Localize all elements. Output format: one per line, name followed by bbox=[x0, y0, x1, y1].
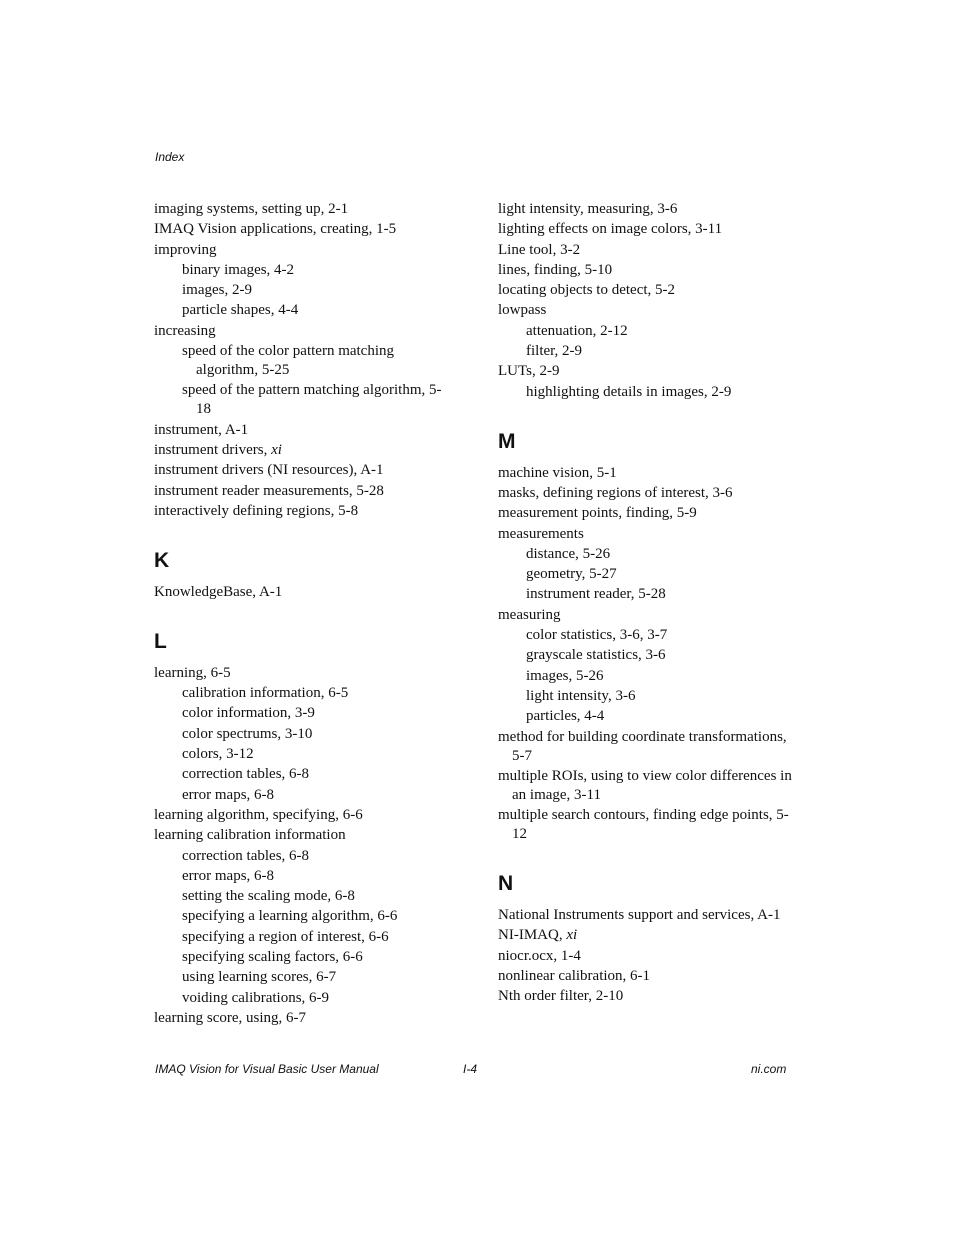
entry-text: grayscale statistics, 3-6 bbox=[526, 647, 666, 664]
section-letter: K bbox=[154, 548, 170, 572]
index-subentry bbox=[182, 725, 454, 744]
entry-text: instrument drivers, bbox=[154, 441, 272, 458]
entry-text: specifying a region of interest, 6-6 bbox=[182, 928, 389, 945]
entry-text: error maps, 6-8 bbox=[182, 786, 275, 803]
entry-text: particles, 4-4 bbox=[526, 708, 605, 725]
entry-text: specifying a learning algorithm, 6-6 bbox=[182, 908, 398, 925]
index-entry bbox=[154, 200, 454, 219]
entry-text: measurement points, finding, 5-9 bbox=[498, 505, 697, 522]
index-entry bbox=[154, 502, 454, 521]
entry-text: Line tool, 3-2 bbox=[498, 241, 581, 258]
entry-text: light intensity, measuring, 3-6 bbox=[498, 201, 678, 217]
running-head: Index bbox=[155, 150, 185, 164]
section-letter: L bbox=[154, 629, 167, 653]
entry-text: IMAQ Vision applications, creating, 1-5 bbox=[154, 221, 397, 238]
index-subentry bbox=[526, 545, 798, 564]
index-subentry bbox=[182, 704, 454, 723]
index-subentry bbox=[526, 646, 798, 665]
entry-text: lighting effects on image colors, 3-11 bbox=[498, 221, 723, 238]
entry-text: distance, 5-26 bbox=[526, 545, 611, 562]
index-entry bbox=[154, 664, 454, 683]
index-subentry bbox=[182, 887, 454, 906]
entry-text: lowpass bbox=[498, 302, 547, 319]
index-subentry bbox=[182, 745, 454, 764]
index-entry bbox=[154, 1009, 454, 1028]
index-subentry bbox=[182, 867, 454, 886]
index-entry bbox=[154, 482, 454, 501]
index-entry bbox=[498, 606, 798, 625]
index-subentry bbox=[182, 684, 454, 703]
entry-text: calibration information, 6-5 bbox=[182, 685, 349, 702]
footer-page-number: I-4 bbox=[463, 1062, 478, 1076]
entry-text: voiding calibrations, 6-9 bbox=[182, 989, 330, 1006]
index-entry bbox=[498, 926, 798, 945]
index-entry bbox=[498, 967, 798, 986]
index-subentry bbox=[526, 585, 798, 604]
index-subentry bbox=[526, 707, 798, 726]
entry-text: light intensity, 3-6 bbox=[526, 687, 636, 704]
entry-text: interactively defining regions, 5-8 bbox=[154, 502, 359, 519]
entry-italic-ref: xi bbox=[271, 441, 282, 458]
entry-text: particle shapes, 4-4 bbox=[182, 302, 299, 319]
index-entry bbox=[498, 906, 798, 925]
index-entry bbox=[498, 525, 798, 544]
index-subentry bbox=[526, 322, 798, 341]
footer-website: ni.com bbox=[751, 1062, 787, 1076]
entry-text: highlighting details in images, 2-9 bbox=[526, 383, 732, 400]
index-subentry bbox=[182, 907, 454, 926]
entry-text: measurements bbox=[498, 525, 584, 542]
entry-text: method for building coordinate transformations, 5-7 bbox=[498, 728, 787, 764]
index-subentry bbox=[182, 381, 454, 419]
index-subentry bbox=[182, 989, 454, 1008]
index-entry bbox=[154, 421, 454, 440]
entry-text: increasing bbox=[154, 322, 216, 339]
entry-italic-ref: xi bbox=[566, 927, 578, 944]
entry-text: attenuation, 2-12 bbox=[526, 322, 628, 339]
index-subentry bbox=[526, 687, 798, 706]
index-subentry bbox=[182, 928, 454, 947]
index-entry bbox=[498, 301, 798, 320]
entry-text: binary images, 4-2 bbox=[182, 261, 295, 278]
index-subentry bbox=[182, 847, 454, 866]
index-entry bbox=[154, 461, 454, 480]
entry-text: Nth order filter, 2-10 bbox=[498, 988, 624, 1005]
entry-text: learning score, using, 6-7 bbox=[154, 1009, 307, 1026]
index-subentry bbox=[182, 342, 454, 380]
entry-text: color spectrums, 3-10 bbox=[182, 725, 313, 742]
entry-text: filter, 2-9 bbox=[526, 343, 583, 360]
entry-text: using learning scores, 6-7 bbox=[182, 969, 337, 986]
index-entry bbox=[154, 583, 454, 602]
entry-text: learning, 6-5 bbox=[154, 664, 231, 681]
section-letter: M bbox=[498, 429, 516, 453]
entry-text: improving bbox=[154, 241, 217, 258]
index-entry bbox=[498, 484, 798, 503]
index-entry bbox=[498, 281, 798, 300]
index-entry bbox=[498, 261, 798, 280]
index-subentry bbox=[182, 301, 454, 320]
index-column-left bbox=[154, 200, 454, 1029]
index-entry bbox=[498, 200, 798, 219]
index-entry bbox=[154, 806, 454, 825]
entry-text: masks, defining regions of interest, 3-6 bbox=[498, 484, 733, 501]
entry-text: machine vision, 5-1 bbox=[498, 464, 617, 481]
index-subentry bbox=[182, 948, 454, 967]
entry-text: learning algorithm, specifying, 6-6 bbox=[154, 806, 363, 823]
entry-text: color information, 3-9 bbox=[182, 705, 315, 722]
index-entry bbox=[498, 220, 798, 239]
entry-text: instrument, A-1 bbox=[154, 421, 249, 438]
entry-text: niocr.ocx, 1-4 bbox=[498, 947, 581, 964]
entry-text: speed of the color pattern matching algorithm, 5-25 bbox=[182, 343, 395, 379]
entry-text: lines, finding, 5-10 bbox=[498, 261, 613, 278]
entry-text: instrument reader measurements, 5-28 bbox=[154, 482, 384, 499]
entry-text: multiple ROIs, using to view color differences in an image, 3-11 bbox=[498, 767, 792, 803]
index-entry bbox=[154, 441, 454, 460]
entry-text: LUTs, 2-9 bbox=[498, 363, 560, 380]
entry-text: error maps, 6-8 bbox=[182, 867, 275, 884]
entry-text: correction tables, 6-8 bbox=[182, 847, 310, 864]
footer-manual-title: IMAQ Vision for Visual Basic User Manual bbox=[155, 1062, 379, 1076]
index-subentry bbox=[526, 383, 798, 402]
index-entry bbox=[498, 504, 798, 523]
index-subentry bbox=[526, 342, 798, 361]
entry-text: colors, 3-12 bbox=[182, 746, 254, 763]
entry-text: NI-IMAQ, bbox=[498, 927, 567, 944]
index-entry bbox=[154, 826, 454, 845]
entry-text: images, 2-9 bbox=[182, 282, 252, 299]
index-entry bbox=[154, 220, 454, 239]
index-column-right bbox=[498, 200, 798, 1008]
entry-text: instrument reader, 5-28 bbox=[526, 586, 666, 603]
index-subentry bbox=[526, 667, 798, 686]
entry-text: images, 5-26 bbox=[526, 667, 604, 684]
index-subentry bbox=[182, 281, 454, 300]
entry-text: specifying scaling factors, 6-6 bbox=[182, 949, 363, 966]
index-entry bbox=[498, 987, 798, 1006]
entry-text: color statistics, 3-6, 3-7 bbox=[526, 627, 668, 644]
entry-text: instrument drivers (NI resources), A-1 bbox=[154, 462, 384, 479]
index-entry bbox=[498, 947, 798, 966]
index-subentry bbox=[182, 261, 454, 280]
entry-text: geometry, 5-27 bbox=[526, 566, 617, 583]
index-entry bbox=[498, 362, 798, 381]
entry-text: measuring bbox=[498, 606, 561, 623]
section-letter: N bbox=[498, 872, 514, 896]
entry-text: imaging systems, setting up, 2-1 bbox=[154, 201, 349, 217]
index-subentry bbox=[182, 765, 454, 784]
entry-text: setting the scaling mode, 6-8 bbox=[182, 888, 355, 905]
entry-text: nonlinear calibration, 6-1 bbox=[498, 968, 651, 985]
entry-text: learning calibration information bbox=[154, 827, 346, 844]
index-entry bbox=[498, 464, 798, 483]
entry-text: National Instruments support and services, A-1 bbox=[498, 907, 781, 924]
entry-text: correction tables, 6-8 bbox=[182, 766, 310, 783]
index-entry bbox=[498, 806, 798, 844]
index-entry bbox=[498, 767, 798, 805]
index-entry bbox=[154, 322, 454, 341]
index-entry bbox=[498, 728, 798, 766]
index-subentry bbox=[182, 786, 454, 805]
index-subentry bbox=[526, 565, 798, 584]
index-subentry bbox=[182, 968, 454, 987]
index-entry bbox=[154, 241, 454, 260]
index-subentry bbox=[526, 626, 798, 645]
entry-text: multiple search contours, finding edge points, 5-12 bbox=[498, 807, 789, 843]
entry-text: locating objects to detect, 5-2 bbox=[498, 282, 676, 299]
entry-text: speed of the pattern matching algorithm, 5-18 bbox=[182, 382, 442, 418]
entry-text: KnowledgeBase, A-1 bbox=[154, 583, 283, 600]
index-entry bbox=[498, 241, 798, 260]
